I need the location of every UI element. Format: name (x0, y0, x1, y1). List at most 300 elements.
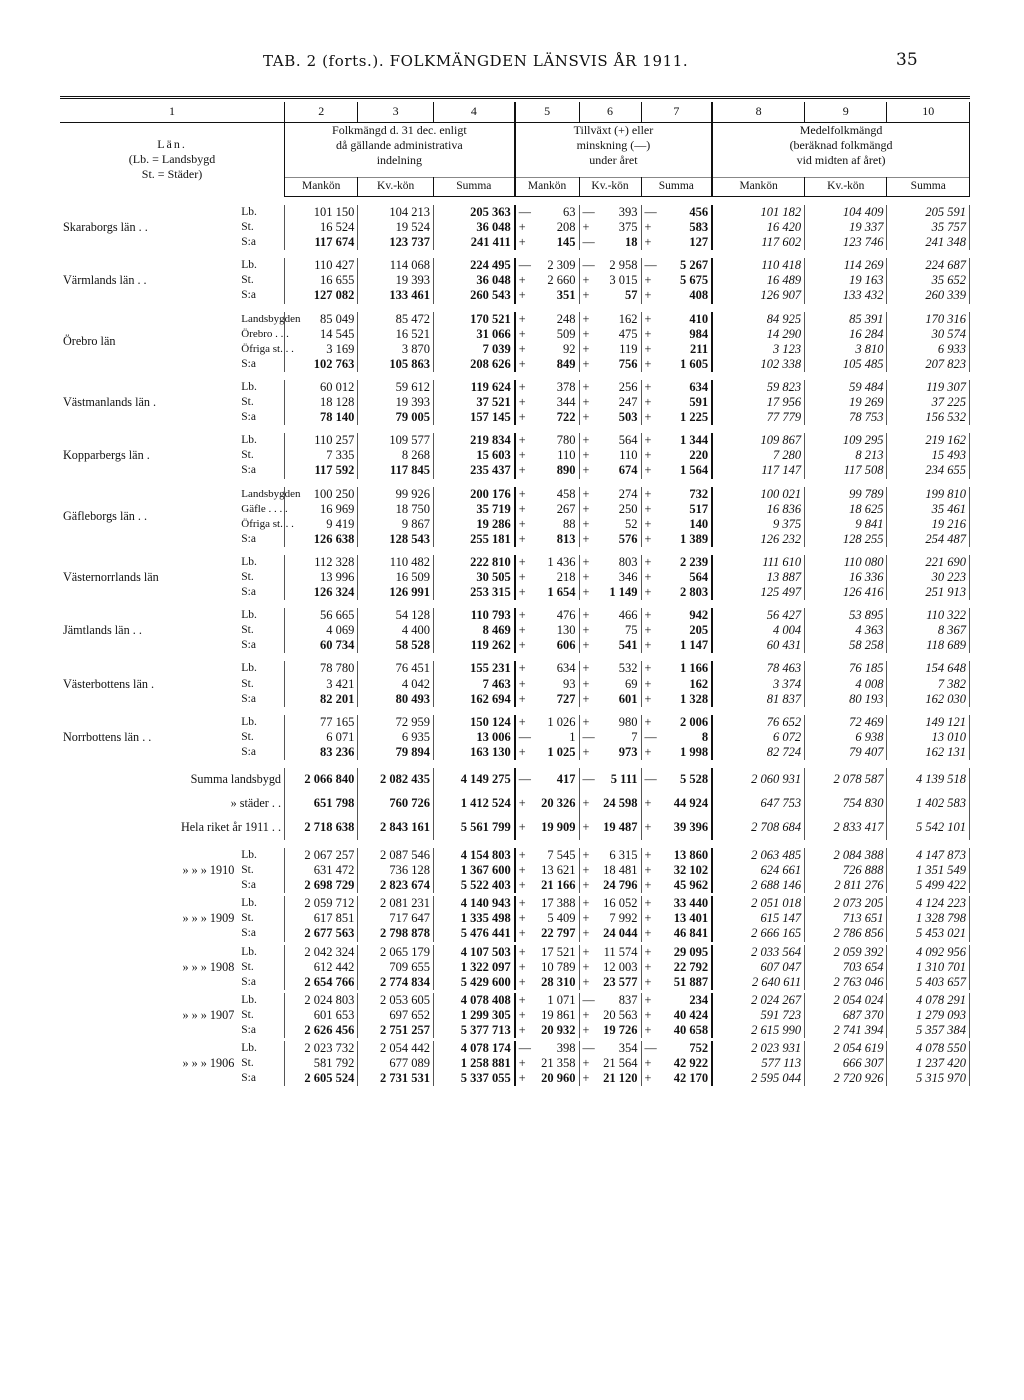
cell-tillvaxt-kvkon: 247 (594, 395, 641, 410)
cell-sign: + (582, 463, 590, 478)
cell-sign: + (644, 395, 652, 410)
spacer-row (60, 250, 970, 258)
cell-mankon: 83 236 (285, 745, 358, 760)
cell-tillvaxt-mankon: 7 545 (529, 848, 579, 863)
cell-tillvaxt-mankon: 22 797 (529, 926, 579, 941)
cell-sign: — (582, 1041, 595, 1056)
cell-kvkon: 2 843 161 (358, 816, 434, 840)
cell-sign: + (644, 959, 652, 974)
cell-tillvaxt-kvkon: 564 (594, 433, 641, 448)
spacer-row (60, 547, 970, 555)
cell-summa: 219 834 (433, 433, 514, 448)
cell-medel-kvkon: 666 307 (805, 1056, 887, 1071)
cell-medel-kvkon: 104 409 (805, 205, 887, 220)
cell-tillvaxt-summa: 1 564 (656, 463, 712, 478)
cell-sign: + (582, 288, 590, 303)
cell-kvkon: 2 065 179 (358, 945, 434, 960)
cell-medel-summa: 234 655 (887, 463, 970, 478)
row-type: S:a (238, 926, 284, 941)
cell-kvkon: 126 991 (358, 585, 434, 600)
row-type: St. (238, 623, 284, 638)
cell-sign: + (582, 820, 590, 835)
cell-medel-summa: 4 147 873 (887, 848, 970, 863)
cell-medel-mankon: 126 907 (712, 288, 805, 303)
cell-sign: + (582, 554, 590, 569)
cell-sign: + (644, 311, 652, 326)
cell-sign: — (644, 205, 657, 219)
cell-sign: + (582, 379, 590, 394)
spacer-row (60, 600, 970, 608)
cell-kvkon: 2 774 834 (358, 975, 434, 990)
cell-kvkon: 80 493 (358, 692, 434, 707)
cell-tillvaxt-mankon: 849 (529, 357, 579, 372)
cell-medel-kvkon: 128 255 (805, 532, 887, 547)
cell-sign: + (644, 714, 652, 729)
cell-tillvaxt-summa: 564 (656, 570, 712, 585)
cell-sign: + (644, 1023, 652, 1038)
row-type: S:a (238, 410, 284, 425)
cell-medel-mankon: 111 610 (712, 555, 805, 570)
cell-tillvaxt-summa: 752 (656, 1041, 712, 1056)
cell-medel-summa: 1 237 420 (887, 1056, 970, 1071)
cell-medel-kvkon: 85 391 (805, 312, 887, 327)
cell-mankon: 2 042 324 (285, 945, 358, 960)
cell-sign: + (644, 623, 652, 638)
cell-mankon: 16 655 (285, 273, 358, 288)
summary-row (60, 792, 970, 816)
cell-tillvaxt-kvkon: 119 (594, 342, 641, 357)
cell-medel-kvkon: 8 213 (805, 448, 887, 463)
cell-kvkon: 117 845 (358, 463, 434, 478)
cell-medel-kvkon: 19 337 (805, 220, 887, 235)
cell-summa: 15 603 (433, 448, 514, 463)
cell-tillvaxt-kvkon: 18 481 (594, 863, 641, 878)
cell-kvkon: 133 461 (358, 288, 434, 303)
cell-medel-summa: 35 652 (887, 273, 970, 288)
cell-kvkon: 114 068 (358, 258, 434, 273)
cell-summa: 36 048 (433, 220, 514, 235)
group-line: då gällande administrativa (336, 138, 463, 153)
cell-medel-summa: 13 010 (887, 730, 970, 745)
cell-medel-kvkon: 123 746 (805, 235, 887, 250)
cell-sign: + (644, 288, 652, 303)
cell-tillvaxt-kvkon: 21 564 (594, 1056, 641, 1071)
cell-sign: + (582, 585, 590, 600)
cell-mankon: 4 069 (285, 623, 358, 638)
cell-sign: + (582, 516, 590, 531)
cell-sign: + (644, 820, 652, 835)
cell-sign: + (582, 356, 590, 371)
row-type: Öfriga st. . . (238, 342, 284, 357)
cell-sign: + (644, 676, 652, 691)
cell-sign: + (518, 220, 526, 235)
cell-medel-summa: 15 493 (887, 448, 970, 463)
cell-tillvaxt-summa: 162 (656, 677, 712, 692)
table-row (60, 1041, 970, 1056)
cell-tillvaxt-kvkon: 6 315 (594, 848, 641, 863)
cell-summa: 1 367 600 (433, 863, 514, 878)
cell-tillvaxt-mankon: 19 861 (529, 1008, 579, 1023)
col-number: 5 (515, 102, 579, 123)
cell-medel-summa: 207 823 (887, 357, 970, 372)
cell-kvkon: 677 089 (358, 1056, 434, 1071)
group-line: indelning (376, 153, 423, 168)
cell-tillvaxt-mankon: 780 (529, 433, 579, 448)
cell-medel-mankon: 16 836 (712, 502, 805, 517)
row-type: St. (238, 220, 284, 235)
group-line: (beräknad folkmängd (789, 138, 893, 153)
cell-medel-mankon: 647 753 (712, 792, 805, 816)
cell-sign: + (518, 288, 526, 303)
cell-summa: 5 429 600 (433, 975, 514, 990)
cell-tillvaxt-kvkon: 7 (594, 730, 641, 745)
cell-medel-kvkon: 2 833 417 (805, 816, 887, 840)
cell-summa: 155 231 (433, 661, 514, 676)
cell-medel-summa: 205 591 (887, 205, 970, 220)
cell-mankon: 2 605 524 (285, 1071, 358, 1086)
cell-kvkon: 2 823 674 (358, 878, 434, 893)
cell-tillvaxt-summa: 211 (656, 342, 712, 357)
cell-tillvaxt-summa: 42 170 (656, 1071, 712, 1086)
row-type: Gäfle . . . . (238, 502, 284, 517)
cell-kvkon: 54 128 (358, 608, 434, 623)
cell-tillvaxt-kvkon: 2 958 (594, 258, 641, 273)
cell-tillvaxt-kvkon: 24 044 (594, 926, 641, 941)
cell-summa: 7 463 (433, 677, 514, 692)
cell-medel-kvkon: 726 888 (805, 863, 887, 878)
row-type: S:a (238, 638, 284, 653)
cell-medel-summa: 221 690 (887, 555, 970, 570)
cell-tillvaxt-kvkon: 19 726 (594, 1023, 641, 1038)
cell-medel-mankon: 109 867 (712, 433, 805, 448)
cell-medel-mankon: 16 489 (712, 273, 805, 288)
lan-header-line: (Lb. = Landsbygd (128, 152, 216, 167)
cell-sign: + (582, 926, 590, 941)
sub-header: Summa (641, 178, 712, 197)
cell-medel-kvkon: 2 084 388 (805, 848, 887, 863)
cell-sign: + (518, 554, 526, 569)
cell-sign: + (582, 974, 590, 989)
cell-sign: + (518, 911, 526, 926)
cell-tillvaxt-kvkon: 57 (594, 288, 641, 303)
year-label: » » » 1910 (182, 863, 235, 878)
sub-header: Mankön (712, 178, 805, 197)
table-row (60, 258, 970, 273)
cell-medel-summa: 4 078 291 (887, 993, 970, 1008)
cell-tillvaxt-summa: 1 344 (656, 433, 712, 448)
cell-tillvaxt-summa: 1 166 (656, 661, 712, 676)
cell-tillvaxt-mankon: 130 (529, 623, 579, 638)
cell-sign: + (582, 796, 590, 811)
cell-tillvaxt-mankon: 2 660 (529, 273, 579, 288)
cell-sign: + (582, 959, 590, 974)
table-row (60, 848, 970, 863)
cell-medel-kvkon: 2 741 394 (805, 1023, 887, 1038)
cell-kvkon: 760 726 (358, 792, 434, 816)
cell-tillvaxt-mankon: 1 071 (529, 993, 579, 1008)
cell-kvkon: 717 647 (358, 911, 434, 926)
cell-mankon: 13 996 (285, 570, 358, 585)
cell-medel-mankon: 2 688 146 (712, 878, 805, 893)
cell-tillvaxt-mankon: 890 (529, 463, 579, 478)
cell-sign: + (582, 448, 590, 463)
cell-medel-summa: 241 348 (887, 235, 970, 250)
col-number: 4 (433, 102, 514, 123)
cell-sign: + (644, 585, 652, 600)
spacer-row (60, 653, 970, 661)
spacer-cell (60, 197, 970, 206)
cell-kvkon: 105 863 (358, 357, 434, 372)
cell-medel-mankon: 2 023 931 (712, 1041, 805, 1056)
cell-medel-mankon: 607 047 (712, 960, 805, 975)
cell-medel-summa: 1 310 701 (887, 960, 970, 975)
cell-mankon: 581 792 (285, 1056, 358, 1071)
cell-kvkon: 2 798 878 (358, 926, 434, 941)
cell-kvkon: 16 509 (358, 570, 434, 585)
row-type: St. (238, 1008, 284, 1023)
cell-sign: + (518, 1007, 526, 1022)
cell-medel-kvkon: 3 810 (805, 342, 887, 357)
cell-tillvaxt-mankon: 17 388 (529, 896, 579, 911)
cell-sign: + (518, 944, 526, 959)
cell-sign: + (582, 410, 590, 425)
cell-tillvaxt-summa: 40 658 (656, 1023, 712, 1038)
cell-medel-mankon: 591 723 (712, 1008, 805, 1023)
cell-summa: 170 521 (433, 312, 514, 327)
spacer-row (60, 304, 970, 312)
cell-tillvaxt-summa: 1 147 (656, 638, 712, 653)
summary-row (60, 768, 970, 792)
col-number: 10 (887, 102, 970, 123)
row-type: S:a (238, 692, 284, 707)
cell-medel-mankon: 81 837 (712, 692, 805, 707)
cell-tillvaxt-summa: 40 424 (656, 1008, 712, 1023)
cell-medel-mankon: 126 232 (712, 532, 805, 547)
cell-medel-summa: 35 757 (887, 220, 970, 235)
cell-sign: + (582, 220, 590, 235)
cell-summa: 157 145 (433, 410, 514, 425)
cell-medel-mankon: 13 887 (712, 570, 805, 585)
cell-tillvaxt-kvkon: 24 598 (594, 792, 641, 816)
cell-medel-kvkon: 2 054 024 (805, 993, 887, 1008)
cell-sign: + (582, 623, 590, 638)
group-line: minskning (—) (576, 138, 651, 153)
cell-kvkon: 2 054 442 (358, 1041, 434, 1056)
cell-mankon: 60 734 (285, 638, 358, 653)
table-row (60, 433, 970, 448)
cell-kvkon: 109 577 (358, 433, 434, 448)
cell-medel-mankon: 615 147 (712, 911, 805, 926)
row-type: S:a (238, 357, 284, 372)
cell-mankon: 16 524 (285, 220, 358, 235)
row-type: Lb. (238, 555, 284, 570)
cell-sign: + (644, 863, 652, 878)
cell-sign: + (644, 341, 652, 356)
cell-kvkon: 16 521 (358, 327, 434, 342)
cell-tillvaxt-kvkon: 7 992 (594, 911, 641, 926)
row-type: Örebro . . . (238, 327, 284, 342)
cell-sign: + (518, 959, 526, 974)
cell-tillvaxt-summa: 42 922 (656, 1056, 712, 1071)
top-rule (60, 96, 970, 99)
cell-summa: 4 078 174 (433, 1041, 514, 1056)
cell-medel-summa: 162 030 (887, 692, 970, 707)
cell-tillvaxt-mankon: 92 (529, 342, 579, 357)
cell-tillvaxt-mankon: 20 932 (529, 1023, 579, 1038)
cell-summa: 1 322 097 (433, 960, 514, 975)
cell-tillvaxt-mankon: 344 (529, 395, 579, 410)
cell-tillvaxt-mankon: 509 (529, 327, 579, 342)
sub-header: Mankön (285, 178, 358, 197)
cell-sign: + (582, 744, 590, 759)
sub-header: Mankön (515, 178, 579, 197)
cell-summa: 36 048 (433, 273, 514, 288)
cell-medel-summa: 154 648 (887, 661, 970, 676)
cell-sign: + (518, 661, 526, 676)
cell-sign: + (582, 311, 590, 326)
cell-summa: 163 130 (433, 745, 514, 760)
cell-tillvaxt-summa: 5 528 (656, 768, 712, 792)
cell-sign: + (582, 1071, 590, 1086)
cell-kvkon: 85 472 (358, 312, 434, 327)
cell-medel-kvkon: 2 786 856 (805, 926, 887, 941)
cell-sign: + (644, 638, 652, 653)
cell-tillvaxt-kvkon: 274 (594, 487, 641, 502)
sub-header: Summa (887, 178, 970, 197)
population-table (60, 102, 970, 1086)
cell-medel-mankon: 14 290 (712, 327, 805, 342)
cell-medel-kvkon: 6 938 (805, 730, 887, 745)
row-type: Lb. (238, 608, 284, 623)
cell-medel-kvkon: 99 789 (805, 487, 887, 502)
cell-sign: + (518, 878, 526, 893)
cell-medel-mankon: 117 602 (712, 235, 805, 250)
cell-sign: + (644, 326, 652, 341)
cell-kvkon: 128 543 (358, 532, 434, 547)
cell-sign: + (644, 220, 652, 235)
cell-sign: + (518, 341, 526, 356)
spacer-row (60, 479, 970, 487)
cell-summa: 4 149 275 (433, 768, 514, 792)
cell-sign: — (518, 729, 531, 744)
cell-summa: 19 286 (433, 517, 514, 532)
cell-medel-kvkon: 2 059 392 (805, 945, 887, 960)
cell-medel-mankon: 577 113 (712, 1056, 805, 1071)
county-name: Gäfleborgs län . . (63, 509, 148, 524)
county-name: Norrbottens län . . (63, 729, 152, 744)
row-type: S:a (238, 745, 284, 760)
cell-summa: 1 258 881 (433, 1056, 514, 1071)
cell-sign: + (644, 944, 652, 959)
table-row (60, 380, 970, 395)
cell-tillvaxt-mankon: 722 (529, 410, 579, 425)
spacer-cell (60, 707, 970, 715)
cell-medel-summa: 1 328 798 (887, 911, 970, 926)
cell-tillvaxt-kvkon: 541 (594, 638, 641, 653)
cell-summa: 119 262 (433, 638, 514, 653)
cell-medel-summa: 4 078 550 (887, 1041, 970, 1056)
cell-sign: + (518, 974, 526, 989)
cell-mankon: 126 638 (285, 532, 358, 547)
cell-summa: 119 624 (433, 380, 514, 395)
summary-label: Hela riket år 1911 . . (60, 816, 285, 840)
cell-sign: + (644, 661, 652, 676)
cell-mankon: 110 427 (285, 258, 358, 273)
cell-medel-kvkon: 4 363 (805, 623, 887, 638)
cell-medel-kvkon: 9 841 (805, 517, 887, 532)
group-header-medelfolkmangd (712, 123, 969, 178)
cell-sign: + (582, 714, 590, 729)
row-type: S:a (238, 585, 284, 600)
cell-tillvaxt-kvkon: 503 (594, 410, 641, 425)
cell-tillvaxt-summa: 140 (656, 517, 712, 532)
cell-medel-summa: 4 139 518 (887, 768, 970, 792)
cell-tillvaxt-summa: 517 (656, 502, 712, 517)
cell-sign: + (518, 820, 526, 835)
table-row (60, 312, 970, 327)
cell-medel-kvkon: 126 416 (805, 585, 887, 600)
cell-medel-summa: 5 315 970 (887, 1071, 970, 1086)
spacer-row (60, 425, 970, 433)
cell-tillvaxt-kvkon: 674 (594, 463, 641, 478)
lan-header-line: Län. (157, 137, 187, 152)
cell-sign: + (518, 1023, 526, 1038)
cell-medel-mankon: 7 280 (712, 448, 805, 463)
row-type: Öfriga st. . . (238, 517, 284, 532)
cell-kvkon: 72 959 (358, 715, 434, 730)
cell-kvkon: 9 867 (358, 517, 434, 532)
cell-tillvaxt-summa: 942 (656, 608, 712, 623)
cell-tillvaxt-summa: 2 006 (656, 715, 712, 730)
cell-sign: + (582, 848, 590, 862)
cell-tillvaxt-kvkon: 756 (594, 357, 641, 372)
cell-sign: + (644, 501, 652, 516)
cell-sign: — (582, 772, 595, 787)
cell-tillvaxt-mankon: 1 025 (529, 745, 579, 760)
cell-sign: + (518, 744, 526, 759)
county-name: Örebro län (63, 334, 116, 349)
cell-tillvaxt-mankon: 13 621 (529, 863, 579, 878)
cell-sign: — (644, 772, 657, 787)
cell-summa: 5 561 799 (433, 816, 514, 840)
cell-tillvaxt-kvkon: 20 563 (594, 1008, 641, 1023)
cell-sign: — (518, 772, 531, 787)
cell-medel-mankon: 56 427 (712, 608, 805, 623)
cell-summa: 8 469 (433, 623, 514, 638)
county-name: Jämtlands län . . (63, 623, 142, 638)
cell-medel-mankon: 2 708 684 (712, 816, 805, 840)
cell-medel-mankon: 100 021 (712, 487, 805, 502)
cell-medel-summa: 19 216 (887, 517, 970, 532)
cell-sign: + (582, 863, 590, 878)
cell-sign: + (644, 516, 652, 531)
row-type: Lb. (238, 715, 284, 730)
cell-medel-mankon: 2 024 267 (712, 993, 805, 1008)
cell-medel-kvkon: 2 720 926 (805, 1071, 887, 1086)
cell-sign: + (518, 326, 526, 341)
table-row (60, 661, 970, 676)
row-type: Lb. (238, 945, 284, 960)
cell-tillvaxt-kvkon: 466 (594, 608, 641, 623)
cell-kvkon: 4 400 (358, 623, 434, 638)
row-type: S:a (238, 463, 284, 478)
row-type: Lb. (238, 380, 284, 395)
cell-medel-kvkon: 53 895 (805, 608, 887, 623)
cell-medel-mankon: 6 072 (712, 730, 805, 745)
spacer-row (60, 372, 970, 380)
cell-summa: 222 810 (433, 555, 514, 570)
cell-tillvaxt-summa: 127 (656, 235, 712, 250)
